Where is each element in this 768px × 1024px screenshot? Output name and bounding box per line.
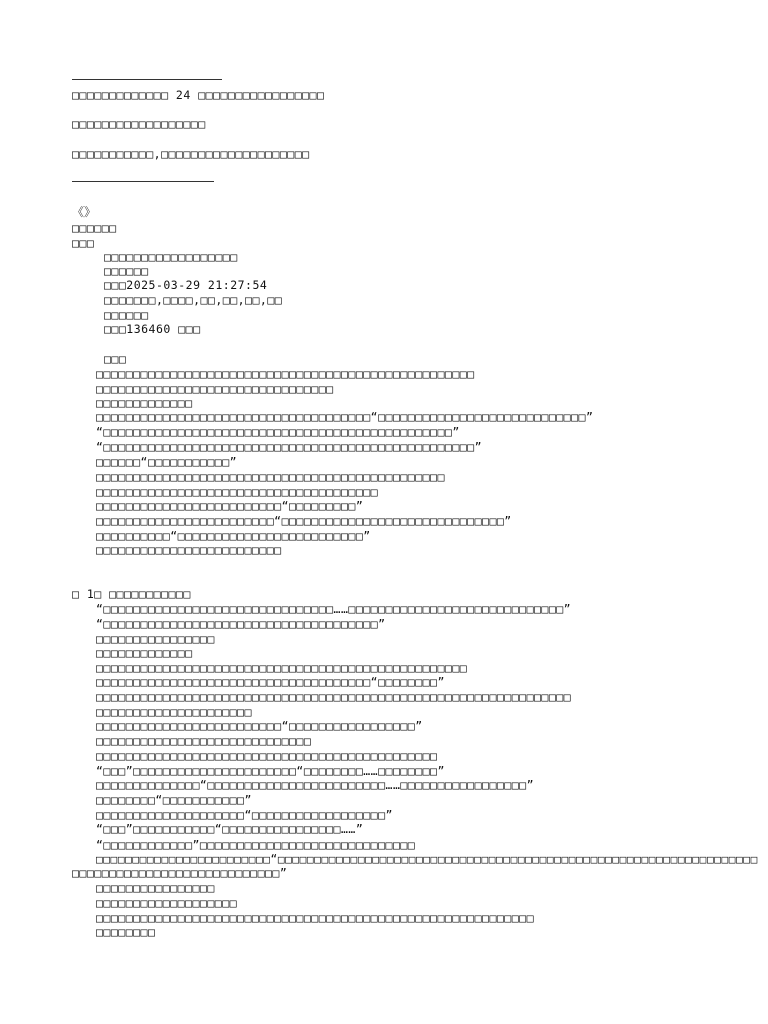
- chapter-line: □□□□□□□□□□□□□□□□□□□: [96, 896, 238, 910]
- chapter-line: □□□□□□□□□□□□□□□□□□□□□: [96, 705, 252, 719]
- chapter-line: □□□□□□□□□□□□□□□□□□□□□□□□□□□□□□□□□□□□□□□□□□□□□□□□□□□□□□□□□□□□□□□□: [96, 690, 572, 704]
- summary-line: □□□□□□□□□□□□□□□□□□□□□□□□□□□□□□□□□□□□□□: [96, 485, 379, 499]
- meta-word-count: □□□136460 □□□: [104, 322, 201, 336]
- chapter-line: “□□□”□□□□□□□□□□□□□□□□□□□□□□“□□□□□□□□……□□□□□□□□”: [96, 764, 445, 778]
- summary-line: □□□□□□□□□□□□□□□□□□□□□□□□□□□□□□□□: [96, 382, 334, 396]
- header-banner-line-2: □□□□□□□□□□□□□□□□□□: [72, 117, 206, 131]
- intro-label: □□□: [72, 236, 95, 250]
- chapter-line: □□□□□□□□□□□□□□□□□□□□□□□□□□□□□□□□□□□□□“□□□□□□□□”: [96, 675, 445, 689]
- chapter-line: “□□□□□□□□□□□□□□□□□□□□□□□□□□□□□□□……□□□□□□□□□□□□□□□□□□□□□□□□□□□□□”: [96, 602, 572, 616]
- meta-tags: □□□□□□□,□□□□,□□,□□,□□,□□: [104, 293, 283, 307]
- chapter-line: □□□□□□□□□□□□□□□□□□□□□□□□□□□□□: [96, 734, 312, 748]
- bottom-divider: [72, 181, 214, 182]
- summary-line: □□□□□□□□□□□□□□□□□□□□□□□□□□□□□□□□□□□□□“□□□□□□□□□□□□□□□□□□□□□□□□□□□□”: [96, 410, 594, 424]
- chapter-line: □□□□□□□□□□□□□: [96, 646, 193, 660]
- meta-line: □□□□□□: [104, 264, 149, 278]
- top-divider: [72, 79, 222, 80]
- chapter-line: “□□□□□□□□□□□□□□□□□□□□□□□□□□□□□□□□□□□□□”: [96, 617, 386, 631]
- chapter-line: □□□□□□□□□□□□□□□□□□□□□□□□□□□□□□□□□□□□□□□□□□□□□□: [96, 749, 438, 763]
- chapter-line: □□□□□□□□: [96, 925, 156, 939]
- header-banner-line-1: □□□□□□□□□□□□□ 24 □□□□□□□□□□□□□□□□□: [72, 88, 325, 102]
- summary-line: “□□□□□□□□□□□□□□□□□□□□□□□□□□□□□□□□□□□□□□□□□□□□□□□□□□”: [96, 440, 483, 454]
- chapter-line: □□□□□□□□□□□□□□□□□□□□□□□□“□□□□□□□□□□□□□□□□□□□□□□□□□□□□□□□□□□□□□□□□□□□□□□□□□□□□□□□□□□□□□□□□□□: [96, 853, 758, 866]
- chapter-line: □□□□□□□□□□□□□□□□□□□□“□□□□□□□□□□□□□□□□□□”: [96, 808, 393, 822]
- meta-line: □□□□□□□□□□□□□□□□□□: [104, 250, 238, 264]
- chapter-line: □□□□□□□□□□□□□□□□: [96, 632, 215, 646]
- summary-line: “□□□□□□□□□□□□□□□□□□□□□□□□□□□□□□□□□□□□□□□□□□□□□□□”: [96, 425, 460, 439]
- summary-line: □□□□□□□□□□□□□□□□□□□□□□□□□□□□□□□□□□□□□□□□□□□□□□□: [96, 470, 445, 484]
- summary-line: □□□□□□□□□□□□□□□□□□□□□□□□“□□□□□□□□□□□□□□□□□□□□□□□□□□□□□□”: [96, 514, 512, 528]
- summary-line: □□□□□□□□□□“□□□□□□□□□□□□□□□□□□□□□□□□□”: [96, 529, 371, 543]
- chapter-line: “□□□”□□□□□□□□□□□“□□□□□□□□□□□□□□□□……”: [96, 822, 364, 836]
- header-banner-line-3: □□□□□□□□□□□,□□□□□□□□□□□□□□□□□□□□: [72, 147, 310, 161]
- chapter-line: □□□□□□□□□□□□□□□□: [96, 881, 215, 895]
- chapter-line-continued: □□□□□□□□□□□□□□□□□□□□□□□□□□□□”: [72, 866, 288, 880]
- chapter-line: □□□□□□□□□□□□□□□□□□□□□□□□□□□□□□□□□□□□□□□□□□□□□□□□□□□□□□□□□□□: [96, 911, 534, 925]
- meta-line: □□□□□□: [104, 308, 149, 322]
- chapter-line: □□□□□□□□□□□□□□□□□□□□□□□□□□□□□□□□□□□□□□□□□□□□□□□□□□: [96, 661, 468, 675]
- chapter-title: □ 1□ □□□□□□□□□□□: [72, 587, 191, 601]
- chapter-line: □□□□□□□□□□□□□□□□□□□□□□□□□“□□□□□□□□□□□□□□□□□”: [96, 719, 423, 733]
- summary-line: □□□□□□“□□□□□□□□□□□”: [96, 455, 238, 469]
- summary-label: □□□: [104, 352, 127, 366]
- summary-line: □□□□□□□□□□□□□: [96, 396, 193, 410]
- chapter-line: □□□□□□□□□□□□□□“□□□□□□□□□□□□□□□□□□□□□□□□……□□□□□□□□□□□□□□□□□”: [96, 778, 534, 792]
- chapter-line: “□□□□□□□□□□□□”□□□□□□□□□□□□□□□□□□□□□□□□□□□□□: [96, 838, 416, 852]
- summary-line: □□□□□□□□□□□□□□□□□□□□□□□□□: [96, 543, 282, 557]
- summary-line: □□□□□□□□□□□□□□□□□□□□□□□□□□□□□□□□□□□□□□□□□□□□□□□□□□□: [96, 367, 475, 381]
- chapter-line: □□□□□□□□“□□□□□□□□□□□”: [96, 793, 252, 807]
- meta-date: □□□2025-03-29 21:27:54: [104, 278, 268, 292]
- book-title-mark: 《》: [72, 205, 97, 219]
- author-label: □□□□□□: [72, 221, 117, 235]
- summary-line: □□□□□□□□□□□□□□□□□□□□□□□□□“□□□□□□□□□”: [96, 499, 364, 513]
